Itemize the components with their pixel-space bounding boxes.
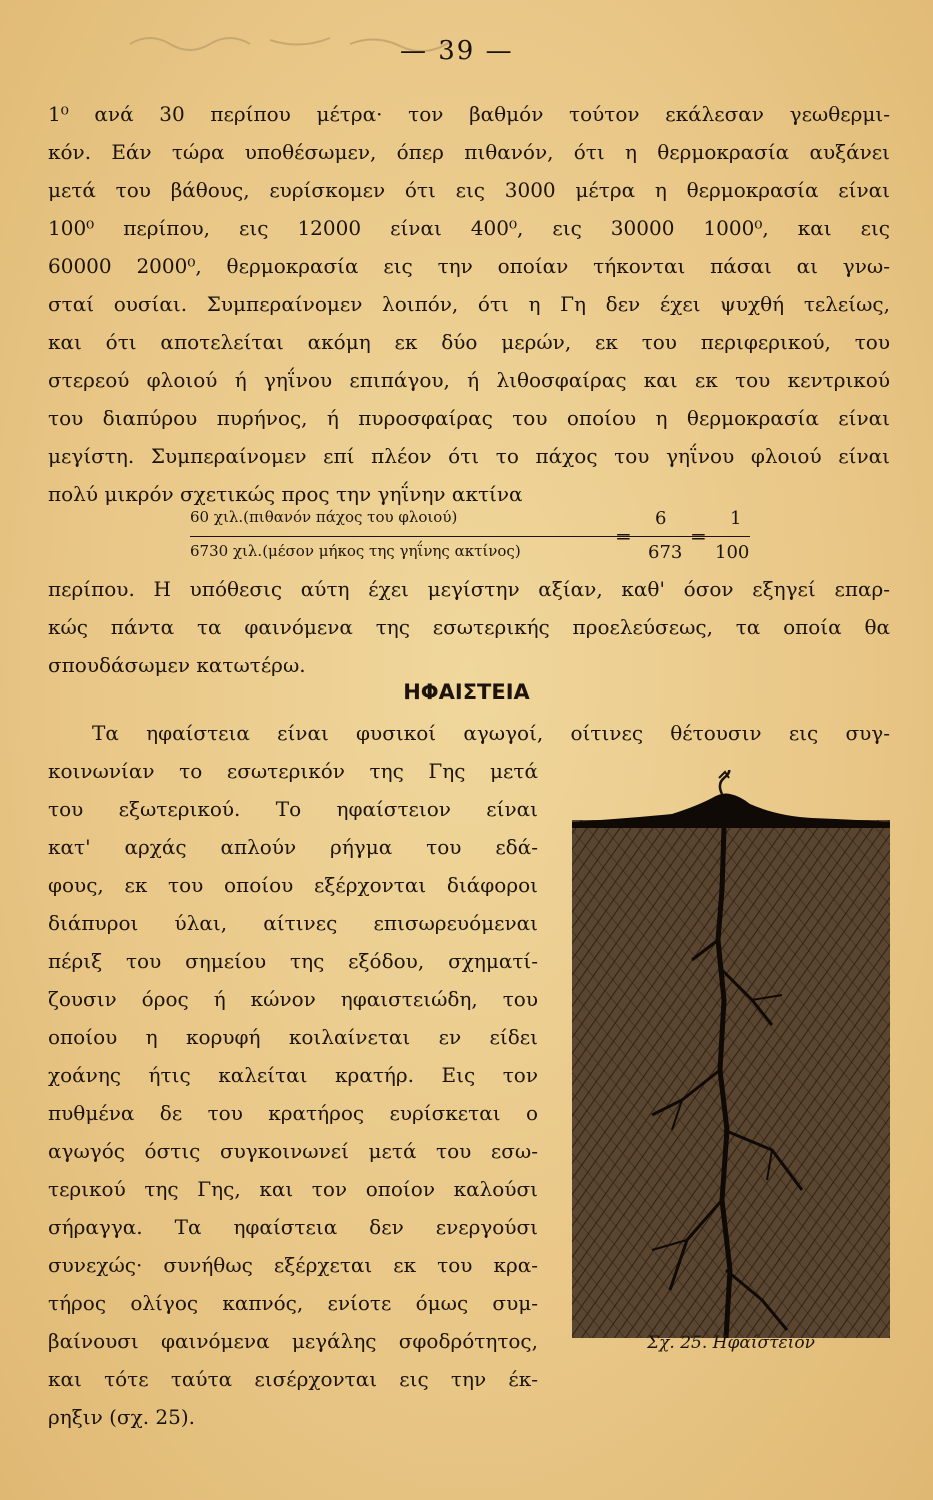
text-line: και ότι αποτελείται ακόμη εκ δύο μερών, εκ του περιφερικού, του [48,330,890,354]
section-title: ΗΦΑΙΣΤΕΙΑ [403,680,530,704]
page-number: — 39 — [400,36,514,66]
page-header [0,30,933,74]
text-line: περίπου. Η υπόθεσις αύτη έχει μεγίστην αξίαν, καθ' όσον εξηγεί επαρ- [48,577,890,601]
fraction-bar [190,536,750,537]
figure-caption: Σχ. 25. Ηφαίστειον [647,1333,815,1353]
text-line: συνεχώς· συνήθως εξέρχεται εκ του κρα- [48,1253,538,1277]
text-line: σταί ουσίαι. Συμπεραίνομεν λοιπόν, ότι η Γη δεν έχει ψυχθή τελείως, [48,292,890,316]
volcano-illustration [572,770,890,1338]
text-line: χοάνης ήτις καλείται κρατήρ. Εις τον [48,1063,538,1087]
text-line: πέριξ του σημείου της εξόδου, σχηματί- [48,949,538,973]
text-line: ζουσιν όρος ή κώνον ηφαιστειώδη, του [48,987,538,1011]
mid-numerator: 6 [655,508,667,529]
text-line: τήρος ολίγος καπνός, ενίοτε όμως συμ- [48,1291,538,1315]
equals-sign: = [615,524,632,548]
text-line: κατ' αρχάς απλούν ρήγμα του εδά- [48,835,538,859]
text-line: μεγίστη. Συμπεραίνομεν επί πλέον ότι το πάχος του γηΐνου φλοιού είναι [48,444,890,468]
right-numerator: 1 [730,508,742,529]
mid-denominator: 673 [648,542,683,563]
ratio-fraction [190,508,770,570]
paragraph-hypothesis [48,570,890,684]
text-line: και τότε ταύτα εισέρχονται εις την έκ- [48,1367,538,1391]
text-line: 100⁰ περίπου, εις 12000 είναι 400⁰, εις 30000 1000⁰, και εις [48,216,890,240]
text-line: του διαπύρου πυρήνος, ή πυροσφαίρας του οποίου η θερμοκρασία είναι [48,406,890,430]
text-line: βαίνουσι φαινόμενα μεγάλης σφοδρότητος, [48,1329,538,1353]
text-line: σπουδάσωμεν κατωτέρω. [48,653,306,677]
text-line: Τα ηφαίστεια είναι φυσικοί αγωγοί, οίτινες θέτουσιν εις συγ- [92,721,890,745]
text-line: 1⁰ ανά 30 περίπου μέτρα· τον βαθμόν τούτον εκάλεσαν γεωθερμι- [48,102,890,126]
text-line: σήραγγα. Τα ηφαίστεια δεν ενεργούσι [48,1215,538,1239]
text-line: πυθμένα δε του κρατήρος ευρίσκεται ο [48,1101,538,1125]
text-line: διάπυροι ύλαι, αίτινες επισωρευόμεναι [48,911,538,935]
text-line: κώς πάντα τα φαινόμενα της εσωτερικής προελεύσεως, τα οποία θα [48,615,890,639]
text-line: ρηξιν (σχ. 25). [48,1405,196,1429]
fraction-denominator: 6730 χιλ.(μέσον μήκος της γηΐνης ακτίνος) [190,542,521,560]
right-denominator: 100 [715,542,750,563]
text-line: μετά του βάθους, ευρίσκομεν ότι εις 3000 μέτρα η θερμοκρασία είναι [48,178,890,202]
text-line: φους, εκ του οποίου εξέρχονται διάφοροι [48,873,538,897]
text-line: τερικού της Γης, και τον οποίον καλούσι [48,1177,538,1201]
text-line: κοινωνίαν το εσωτερικόν της Γης μετά [48,759,538,783]
fraction-numerator: 60 χιλ.(πιθανόν πάχος του φλοιού) [190,508,458,526]
text-line: κόν. Εάν τώρα υποθέσωμεν, όπερ πιθανόν, ότι η θερμοκρασία αυξάνει [48,140,890,164]
paragraph-geothermal [48,95,890,513]
text-line: πολύ μικρόν σχετικώς προς την γηΐνην ακτίνα [48,482,523,506]
volcano-cone [572,794,890,829]
text-line: στερεού φλοιού ή γηΐνου επιπάγου, ή λιθοσφαίρας και εκ του κεντρικού [48,368,890,392]
text-line: 60000 2000⁰, θερμοκρασία εις την οποίαν τήκονται πάσαι αι γνω- [48,254,890,278]
text-line: οποίου η κορυφή κοιλαίνεται εν είδει [48,1025,538,1049]
text-line: αγωγός όστις συγκοινωνεί μετά του εσω- [48,1139,538,1163]
text-line: του εξωτερικού. Το ηφαίστειον είναι [48,797,538,821]
equals-sign: = [690,524,707,548]
